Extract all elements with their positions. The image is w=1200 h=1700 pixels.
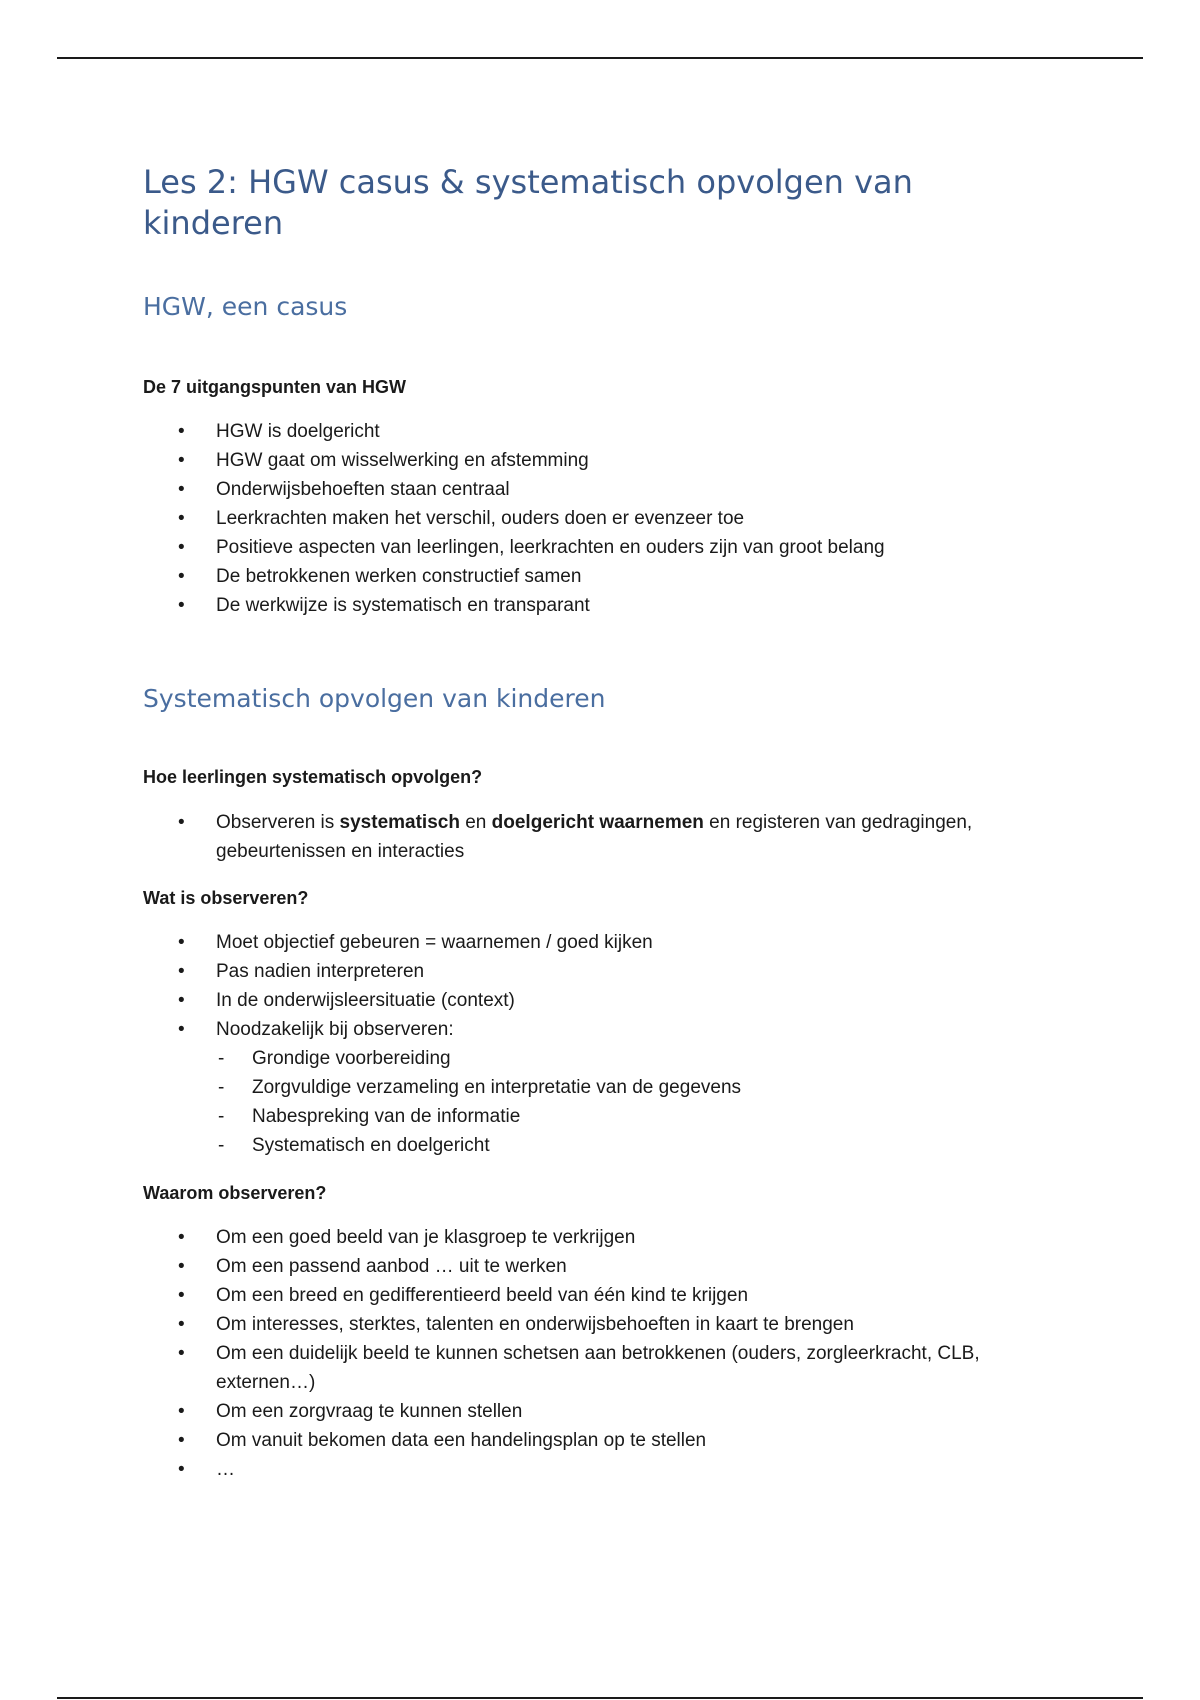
list-item: • HGW is doelgericht [143,417,1043,446]
list-item: • Om een duidelijk beeld te kunnen schetsen aan betrokkenen (ouders, zorgleerkracht, CLB, externen…) [143,1339,1043,1397]
list-item: • Om interesses, sterktes, talenten en onderwijsbehoeften in kaart te brengen [143,1310,1043,1339]
list-item: • Positieve aspecten van leerlingen, leerkrachten en ouders zijn van groot belang [143,533,1043,562]
list-item: • Pas nadien interpreteren [143,957,1043,986]
subheading-uitgangspunten: De 7 uitgangspunten van HGW [143,377,407,397]
list-item: • Om een zorgvraag te kunnen stellen [143,1397,1043,1426]
text-run: en [459,812,492,833]
list-item-text: Noodzakelijk bij observeren: [216,1019,454,1040]
question-waarom-observeren: Waarom observeren? [143,1183,327,1203]
list-item: • De betrokkenen werken constructief samen [143,562,1043,591]
list-item: • Om een passend aanbod … uit te werken [143,1252,1043,1281]
sub-list-item: - Grondige voorbereiding [216,1044,1043,1073]
list-item: • Onderwijsbehoeften staan centraal [143,475,1043,504]
section-heading-systematisch: Systematisch opvolgen van kinderen [143,684,606,713]
text-run: Observeren is [216,812,340,833]
sub-list-item: - Systematisch en doelgericht [216,1131,1043,1160]
list-item: • … [143,1455,1043,1484]
sub-list-item: - Nabespreking van de informatie [216,1102,1043,1131]
top-rule [57,57,1143,59]
list-item: • In de onderwijsleersituatie (context) [143,986,1043,1015]
waarom-list [143,1223,1043,1484]
list-item: • Leerkrachten maken het verschil, ouders doen er evenzeer toe [143,504,1043,533]
bottom-rule [57,1697,1143,1699]
question-hoe-opvolgen: Hoe leerlingen systematisch opvolgen? [143,767,483,787]
question-wat-is-observeren: Wat is observeren? [143,888,309,908]
text-run: en registeren van gedragingen, gebeurtenissen en interacties [216,812,973,862]
list-item: • Om een goed beeld van je klasgroep te verkrijgen [143,1223,1043,1252]
observeren-sublist [216,1044,1043,1160]
list-item: • De werkwijze is systematisch en transparant [143,591,1043,620]
list-item: • Om vanuit bekomen data een handelingsplan op te stellen [143,1426,1043,1455]
list-item [143,808,1043,866]
list-item: • Moet objectief gebeuren = waarnemen / goed kijken [143,928,1043,957]
list-item: • HGW gaat om wisselwerking en afstemming [143,446,1043,475]
page-title: Les 2: HGW casus & systematisch opvolgen van kinderen [143,163,913,242]
observeren-list [143,928,1043,1160]
list-item [143,1015,1043,1160]
section-heading-hgw-casus: HGW, een casus [143,292,348,321]
opvolgen-list [143,808,1043,866]
sub-list-item: - Zorgvuldige verzameling en interpretatie van de gegevens [216,1073,1043,1102]
list-item: • Om een breed en gedifferentieerd beeld van één kind te krijgen [143,1281,1043,1310]
bold-term: systematisch [339,812,460,833]
bold-term: doelgericht waarnemen [491,812,704,833]
uitgangspunten-list [143,417,1043,620]
